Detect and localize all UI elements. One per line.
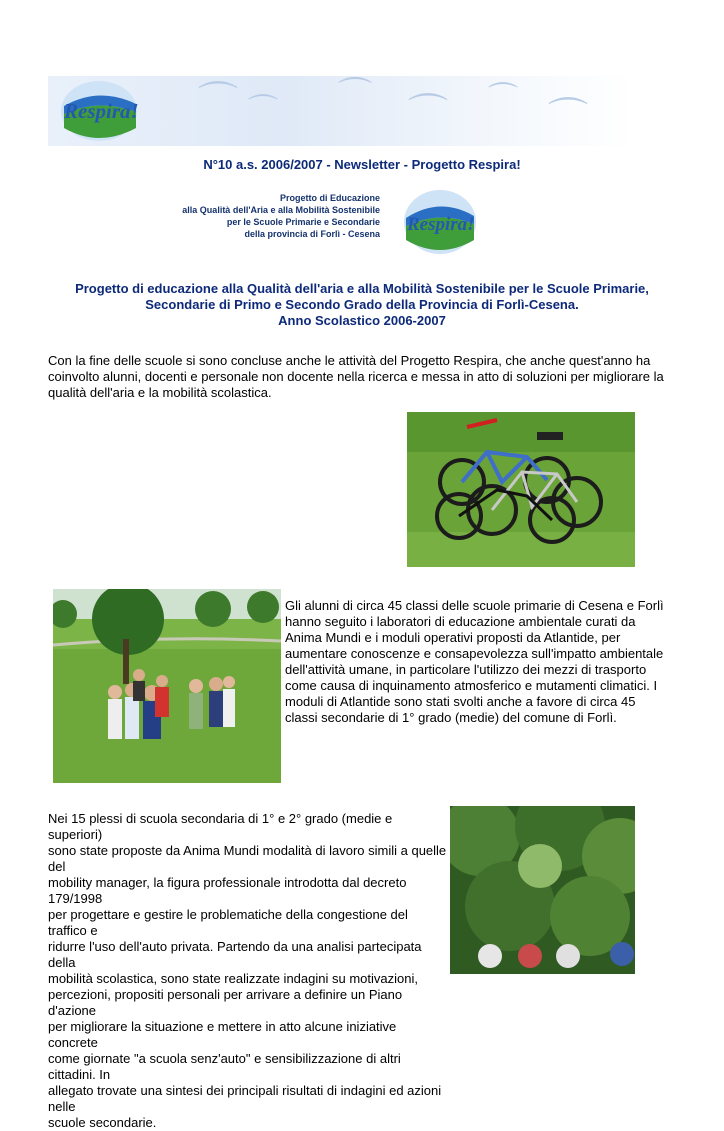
text-line: Nei 15 plessi di scuola secondaria di 1° e 2° grado (medie e superiori) xyxy=(48,811,393,842)
project-line: della provincia di Forlì - Cesena xyxy=(244,229,380,239)
text-line: classi secondarie di 1° grado (medie) del comune di Forlì. xyxy=(285,710,617,725)
project-line: Progetto di Educazione xyxy=(279,193,380,203)
text-line: sono state proposte da Anima Mundi modalità di lavoro simili a quelle del xyxy=(48,843,447,874)
respira-logo xyxy=(56,78,142,144)
section-heading xyxy=(48,281,676,329)
text-line: mobility manager, la figura professionale introdotta dal decreto 179/1998 xyxy=(48,875,407,906)
text-line: allegato trovate una sintesi dei principali risultati di indagini ed azioni nelle xyxy=(48,1083,442,1114)
text-line: per progettare e gestire le problematiche della congestione del traffico e xyxy=(48,907,408,938)
heading-line: Progetto di educazione alla Qualità dell'aria e alla Mobilità Sostenibile per le Scuole Primarie, xyxy=(75,281,649,296)
logo-text: Respira! xyxy=(407,214,475,235)
text-line: scuole secondarie. xyxy=(48,1115,157,1130)
bird-icon: ⌒ xyxy=(198,80,238,124)
text-line: come giornate "a scuola senz'auto" e sensibilizzazione di altri cittadini. In xyxy=(48,1051,401,1082)
text-line: Con la fine delle scuole si sono concluse anche le attività del Progetto Respira, che anche quest'anno ha xyxy=(48,353,651,368)
header-banner xyxy=(48,76,634,146)
bird-icon: ⌒ xyxy=(488,82,518,115)
mobility-paragraph xyxy=(48,811,448,1131)
project-line: alla Qualità dell'Aria e alla Mobilità Sostenibile xyxy=(182,205,380,215)
text-line: dell'attività umane, in particolare l'utilizzo dei mezzi di trasporto xyxy=(285,662,647,677)
heading-line: Secondarie di Primo e Secondo Grado della Provincia di Forlì-Cesena. xyxy=(145,297,579,312)
text-line: aumentare conoscenze e consapevolezza sull'impatto ambientale xyxy=(285,646,664,661)
text-line: coinvolto alunni, docenti e personale non docente nella ricerca e messa in atto di soluzioni per migliorare la xyxy=(48,369,664,384)
bird-icon: ⌒ xyxy=(548,96,588,140)
respira-logo xyxy=(400,188,480,256)
heading-line: Anno Scolastico 2006-2007 xyxy=(278,313,446,328)
project-line: per le Scuole Primarie e Secondarie xyxy=(226,217,380,227)
text-line: Gli alunni di circa 45 classi delle scuole primarie di Cesena e Forlì xyxy=(285,598,664,613)
text-line: per migliorare la situazione e mettere in atto alcune iniziative concrete xyxy=(48,1019,397,1050)
text-line: hanno seguito i laboratori di educazione ambientale curati da xyxy=(285,614,636,629)
text-line: percezioni, propositi personali per arrivare a definire un Piano d'azione xyxy=(48,987,403,1018)
text-line: come causa di inquinamento atmosferico e mutamenti climatici. I xyxy=(285,678,658,693)
project-block xyxy=(180,188,480,260)
classes-paragraph xyxy=(285,598,685,726)
text-line: moduli di Atlantide sono stati svolti anche a favore di circa 45 xyxy=(285,694,636,709)
bird-icon: ⌒ xyxy=(248,94,278,127)
text-line: ridurre l'uso dell'auto privata. Partendo da una analisi partecipata della xyxy=(48,939,422,970)
project-lines xyxy=(180,192,380,240)
forest-photo xyxy=(450,806,635,974)
bird-icon: ⌒ xyxy=(338,76,372,114)
text-line: qualità dell'aria e la mobilità scolastica. xyxy=(48,385,272,400)
text-line: mobilità scolastica, sono state realizzate indagini su motivazioni, xyxy=(48,971,418,986)
logo-text: Respira! xyxy=(64,99,139,123)
text-line: Anima Mundi e i moduli operativi proposti da Atlantide, per xyxy=(285,630,621,645)
intro-paragraph xyxy=(48,353,688,401)
children-photo xyxy=(53,589,281,783)
newsletter-title: N°10 a.s. 2006/2007 - Newsletter - Progetto Respira! xyxy=(203,157,521,172)
bicycles-photo xyxy=(407,412,635,567)
bird-icon: ⌒ xyxy=(408,92,448,136)
